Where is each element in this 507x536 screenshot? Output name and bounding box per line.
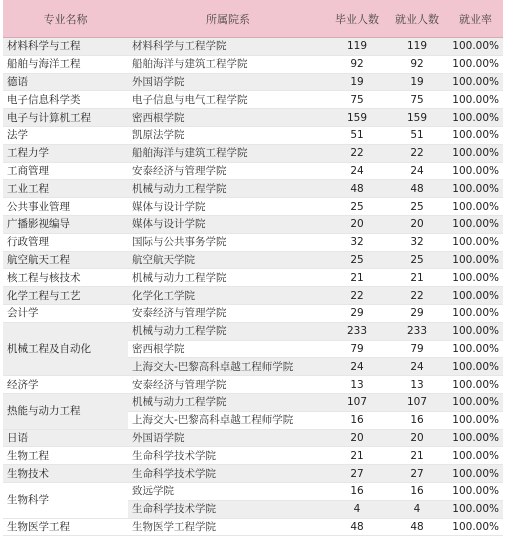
cell-college: 生物医学工程学院 bbox=[128, 518, 328, 536]
cell-major: 行政管理 bbox=[3, 233, 128, 251]
cell-rate: 100.00% bbox=[448, 447, 503, 465]
cell-rate: 100.00% bbox=[448, 340, 503, 358]
cell-college: 化学化工学院 bbox=[128, 287, 328, 305]
cell-college: 密西根学院 bbox=[128, 109, 328, 127]
cell-employed: 4 bbox=[386, 500, 448, 518]
table-row bbox=[3, 73, 503, 91]
table-row bbox=[3, 465, 503, 483]
cell-employed: 25 bbox=[386, 251, 448, 269]
table-row bbox=[3, 38, 503, 56]
cell-rate: 100.00% bbox=[448, 358, 503, 376]
table-row bbox=[3, 518, 503, 536]
cell-rate: 100.00% bbox=[448, 38, 503, 56]
cell-rate: 100.00% bbox=[448, 269, 503, 287]
cell-rate: 100.00% bbox=[448, 500, 503, 518]
cell-college: 生命科学技术学院 bbox=[128, 500, 328, 518]
cell-major: 生物工程 bbox=[3, 447, 128, 465]
cell-employed: 119 bbox=[386, 38, 448, 56]
table-row bbox=[3, 429, 503, 447]
table-row bbox=[3, 55, 503, 73]
cell-major: 经济学 bbox=[3, 376, 128, 394]
cell-graduates: 21 bbox=[328, 447, 386, 465]
cell-employed: 107 bbox=[386, 393, 448, 411]
cell-employed: 16 bbox=[386, 482, 448, 500]
cell-graduates: 119 bbox=[328, 38, 386, 56]
cell-major: 生物技术 bbox=[3, 465, 128, 483]
table-row bbox=[3, 144, 503, 162]
cell-graduates: 75 bbox=[328, 91, 386, 109]
cell-employed: 22 bbox=[386, 144, 448, 162]
cell-college: 外国语学院 bbox=[128, 429, 328, 447]
table-row bbox=[3, 304, 503, 322]
cell-college: 船舶海洋与建筑工程学院 bbox=[128, 55, 328, 73]
cell-rate: 100.00% bbox=[448, 91, 503, 109]
table-row bbox=[3, 482, 503, 500]
cell-graduates: 29 bbox=[328, 304, 386, 322]
cell-graduates: 21 bbox=[328, 269, 386, 287]
cell-employed: 24 bbox=[386, 358, 448, 376]
cell-college: 机械与动力工程学院 bbox=[128, 269, 328, 287]
cell-major: 化学工程与工艺 bbox=[3, 287, 128, 305]
cell-college: 生命科学技术学院 bbox=[128, 447, 328, 465]
cell-employed: 24 bbox=[386, 162, 448, 180]
cell-college: 船舶海洋与建筑工程学院 bbox=[128, 144, 328, 162]
cell-college: 致远学院 bbox=[128, 482, 328, 500]
cell-graduates: 32 bbox=[328, 233, 386, 251]
cell-rate: 100.00% bbox=[448, 198, 503, 216]
table-row bbox=[3, 91, 503, 109]
cell-employed: 48 bbox=[386, 180, 448, 198]
table-header-row bbox=[3, 0, 503, 38]
table-row bbox=[3, 251, 503, 269]
header-graduates: 毕业人数 bbox=[328, 0, 386, 38]
cell-graduates: 4 bbox=[328, 500, 386, 518]
cell-graduates: 233 bbox=[328, 322, 386, 340]
cell-rate: 100.00% bbox=[448, 73, 503, 91]
cell-employed: 75 bbox=[386, 91, 448, 109]
cell-employed: 19 bbox=[386, 73, 448, 91]
cell-graduates: 48 bbox=[328, 180, 386, 198]
cell-graduates: 25 bbox=[328, 251, 386, 269]
cell-college: 媒体与设计学院 bbox=[128, 215, 328, 233]
cell-graduates: 20 bbox=[328, 429, 386, 447]
cell-employed: 20 bbox=[386, 429, 448, 447]
table-row bbox=[3, 109, 503, 127]
cell-rate: 100.00% bbox=[448, 429, 503, 447]
cell-graduates: 20 bbox=[328, 215, 386, 233]
table-row bbox=[3, 287, 503, 305]
cell-rate: 100.00% bbox=[448, 109, 503, 127]
cell-employed: 51 bbox=[386, 126, 448, 144]
cell-college: 上海交大-巴黎高科卓越工程师学院 bbox=[128, 358, 328, 376]
cell-rate: 100.00% bbox=[448, 215, 503, 233]
table-row bbox=[3, 269, 503, 287]
cell-major: 会计学 bbox=[3, 304, 128, 322]
cell-major: 日语 bbox=[3, 429, 128, 447]
cell-employed: 233 bbox=[386, 322, 448, 340]
cell-major: 材料科学与工程 bbox=[3, 38, 128, 56]
cell-major: 热能与动力工程 bbox=[3, 393, 128, 429]
cell-graduates: 24 bbox=[328, 358, 386, 376]
cell-college: 机械与动力工程学院 bbox=[128, 180, 328, 198]
cell-graduates: 22 bbox=[328, 144, 386, 162]
cell-employed: 32 bbox=[386, 233, 448, 251]
cell-employed: 25 bbox=[386, 198, 448, 216]
cell-college: 机械与动力工程学院 bbox=[128, 393, 328, 411]
table-row bbox=[3, 233, 503, 251]
table-row bbox=[3, 447, 503, 465]
cell-rate: 100.00% bbox=[448, 376, 503, 394]
cell-rate: 100.00% bbox=[448, 126, 503, 144]
cell-college: 国际与公共事务学院 bbox=[128, 233, 328, 251]
table-row bbox=[3, 198, 503, 216]
cell-rate: 100.00% bbox=[448, 465, 503, 483]
header-major: 专业名称 bbox=[3, 0, 128, 38]
cell-major: 生物科学 bbox=[3, 482, 128, 518]
cell-college: 生命科学技术学院 bbox=[128, 465, 328, 483]
cell-employed: 21 bbox=[386, 269, 448, 287]
cell-college: 外国语学院 bbox=[128, 73, 328, 91]
header-college: 所属院系 bbox=[128, 0, 328, 38]
cell-employed: 16 bbox=[386, 411, 448, 429]
cell-major: 电子信息科学类 bbox=[3, 91, 128, 109]
cell-employed: 22 bbox=[386, 287, 448, 305]
cell-employed: 21 bbox=[386, 447, 448, 465]
cell-rate: 100.00% bbox=[448, 162, 503, 180]
table-row bbox=[3, 126, 503, 144]
cell-rate: 100.00% bbox=[448, 144, 503, 162]
cell-graduates: 24 bbox=[328, 162, 386, 180]
cell-college: 密西根学院 bbox=[128, 340, 328, 358]
cell-graduates: 48 bbox=[328, 518, 386, 536]
cell-rate: 100.00% bbox=[448, 411, 503, 429]
cell-graduates: 107 bbox=[328, 393, 386, 411]
cell-rate: 100.00% bbox=[448, 251, 503, 269]
cell-college: 安泰经济与管理学院 bbox=[128, 304, 328, 322]
cell-graduates: 16 bbox=[328, 482, 386, 500]
table-row bbox=[3, 322, 503, 340]
cell-graduates: 25 bbox=[328, 198, 386, 216]
cell-college: 机械与动力工程学院 bbox=[128, 322, 328, 340]
cell-graduates: 51 bbox=[328, 126, 386, 144]
cell-college: 媒体与设计学院 bbox=[128, 198, 328, 216]
cell-employed: 13 bbox=[386, 376, 448, 394]
cell-rate: 100.00% bbox=[448, 233, 503, 251]
cell-major: 法学 bbox=[3, 126, 128, 144]
cell-major: 生物医学工程 bbox=[3, 518, 128, 536]
cell-graduates: 159 bbox=[328, 109, 386, 127]
cell-college: 航空航天学院 bbox=[128, 251, 328, 269]
cell-employed: 20 bbox=[386, 215, 448, 233]
cell-major: 船舶与海洋工程 bbox=[3, 55, 128, 73]
cell-employed: 29 bbox=[386, 304, 448, 322]
cell-graduates: 27 bbox=[328, 465, 386, 483]
cell-major: 工商管理 bbox=[3, 162, 128, 180]
cell-employed: 92 bbox=[386, 55, 448, 73]
cell-college: 电子信息与电气工程学院 bbox=[128, 91, 328, 109]
cell-rate: 100.00% bbox=[448, 55, 503, 73]
employment-table bbox=[3, 0, 503, 536]
header-employed: 就业人数 bbox=[386, 0, 448, 38]
cell-employed: 159 bbox=[386, 109, 448, 127]
cell-major: 机械工程及自动化 bbox=[3, 322, 128, 375]
cell-major: 广播影视编导 bbox=[3, 215, 128, 233]
cell-college: 凯原法学院 bbox=[128, 126, 328, 144]
cell-rate: 100.00% bbox=[448, 287, 503, 305]
cell-college: 安泰经济与管理学院 bbox=[128, 376, 328, 394]
cell-employed: 48 bbox=[386, 518, 448, 536]
header-rate: 就业率 bbox=[448, 0, 503, 38]
cell-rate: 100.00% bbox=[448, 304, 503, 322]
table-row bbox=[3, 215, 503, 233]
cell-graduates: 13 bbox=[328, 376, 386, 394]
cell-college: 上海交大-巴黎高科卓越工程师学院 bbox=[128, 411, 328, 429]
cell-rate: 100.00% bbox=[448, 482, 503, 500]
cell-graduates: 22 bbox=[328, 287, 386, 305]
cell-rate: 100.00% bbox=[448, 180, 503, 198]
cell-major: 德语 bbox=[3, 73, 128, 91]
cell-major: 电子与计算机工程 bbox=[3, 109, 128, 127]
table-row bbox=[3, 180, 503, 198]
cell-major: 公共事业管理 bbox=[3, 198, 128, 216]
cell-major: 工业工程 bbox=[3, 180, 128, 198]
cell-major: 工程力学 bbox=[3, 144, 128, 162]
cell-employed: 79 bbox=[386, 340, 448, 358]
cell-rate: 100.00% bbox=[448, 322, 503, 340]
cell-college: 材料科学与工程学院 bbox=[128, 38, 328, 56]
table-row bbox=[3, 376, 503, 394]
cell-graduates: 79 bbox=[328, 340, 386, 358]
cell-major: 航空航天工程 bbox=[3, 251, 128, 269]
table-row bbox=[3, 162, 503, 180]
cell-graduates: 92 bbox=[328, 55, 386, 73]
cell-graduates: 16 bbox=[328, 411, 386, 429]
table-row bbox=[3, 393, 503, 411]
cell-rate: 100.00% bbox=[448, 518, 503, 536]
cell-graduates: 19 bbox=[328, 73, 386, 91]
cell-major: 核工程与核技术 bbox=[3, 269, 128, 287]
cell-employed: 27 bbox=[386, 465, 448, 483]
table-body bbox=[3, 38, 503, 536]
cell-rate: 100.00% bbox=[448, 393, 503, 411]
cell-college: 安泰经济与管理学院 bbox=[128, 162, 328, 180]
